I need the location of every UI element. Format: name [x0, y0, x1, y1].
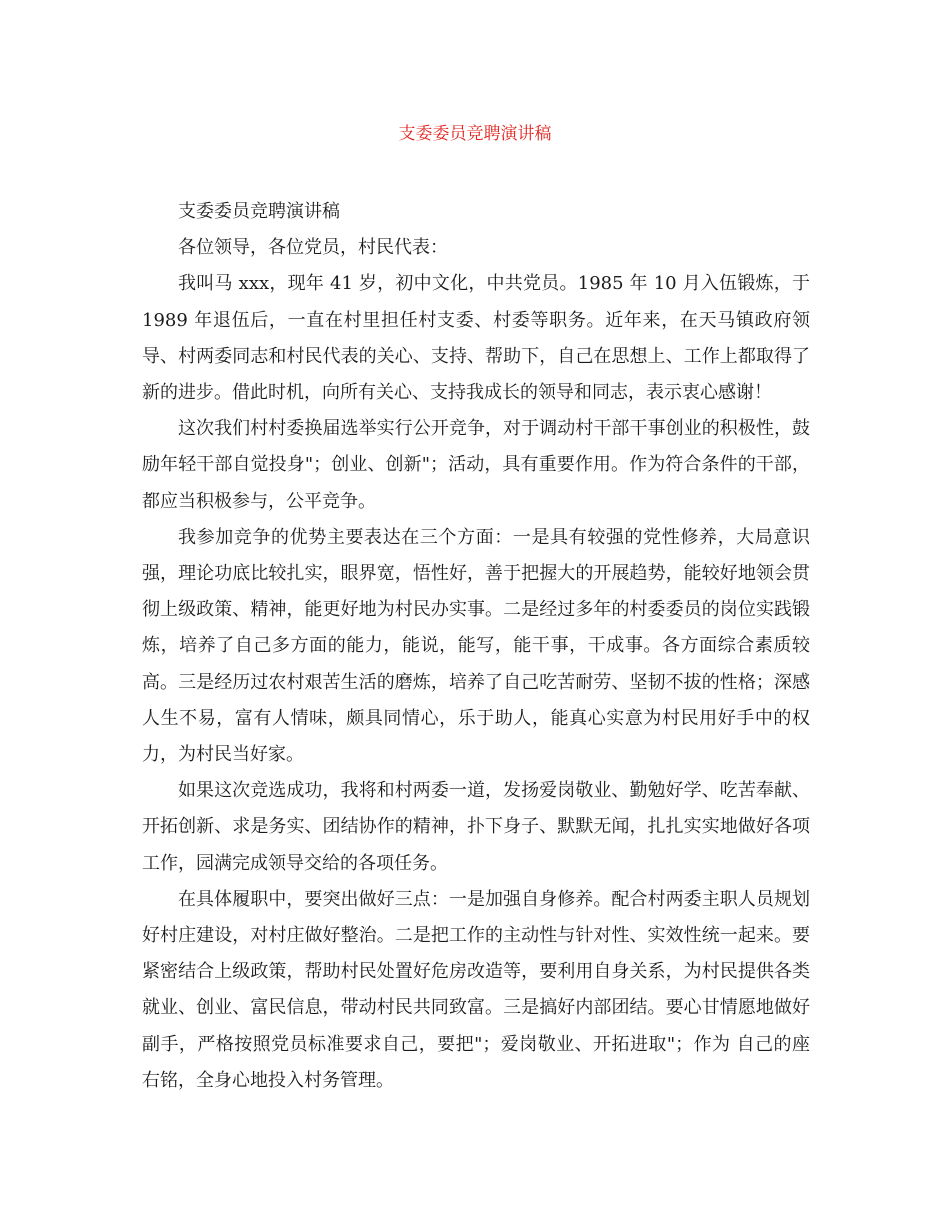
- paragraph-election-context: 这次我们村村委换届选举实行公开竞争，对于调动村干部干事创业的积极性，鼓励年轻干部自觉投身"；创业、创新"；活动，具有重要作用。作为符合条件的干部，都应当积极参与，公平竞争。: [142, 418, 810, 512]
- paragraph-subtitle: 支委委员竞聘演讲稿: [178, 201, 340, 222]
- paragraph-duties: 在具体履职中，要突出做好三点：一是加强自身修养。配合村两委主职人员规划好村庄建设，对村庄做好整治。二是把工作的主动性与针对性、实效性统一起来。要紧密结合上级政策，帮助村民处置好危房改造等，要利用自身关系，为村民提供各类就业、创业、富民信息，带动村民共同致富。三是搞好内部团结。要心甘情愿地做好副手，严格按照党员标准要求自己，要把"；爱岗敬业、开拓进取"；作为 自己的座右铭，全身心地投入村务管理。: [142, 888, 810, 1091]
- paragraph-salutation: 各位领导，各位党员，村民代表：: [178, 237, 448, 259]
- paragraph-introduction: 我叫马 xxx，现年 41 岁，初中文化，中共党员。1985 年 10 月入伍锻炼，于 1989 年退伍后，一直在村里担任村支委、村委等职务。近年来，在天马镇政府领导、村两委同志和村民代表的关心、支持、帮助下，自己在思想上、工作上都取得了新的进步。借此时机，向所有关心、支持我成长的领导和同志，表示衷心感谢！: [142, 273, 810, 404]
- document-title: 支委委员竞聘演讲稿: [398, 124, 552, 144]
- document-body: [142, 194, 810, 1099]
- paragraph-advantages: 我参加竞争的优势主要表达在三个方面：一是具有较强的党性修养，大局意识强，理论功底比较扎实，眼界宽，悟性好，善于把握大的开展趋势，能较好地领会贯彻上级政策、精神，能更好地为村民办实事。二是经过多年的村委委员的岗位实践锻炼，培养了自己多方面的能力，能说，能写，能干事，干成事。各方面综合素质较高。三是经历过农村艰苦生活的磨炼，培养了自己吃苦耐劳、坚韧不拔的性格；深感人生不易，富有人情味，颇具同情心，乐于助人，能真心实意为村民用好手中的权力，为村民当好家。: [142, 526, 810, 766]
- paragraph-commitment: 如果这次竞选成功，我将和村两委一道，发扬爱岗敬业、勤勉好学、吃苦奉献、开拓创新、求是务实、团结协作的精神，扑下身子、默默无闻，扎扎实实地做好各项工作，园满完成领导交给的各项任务。: [142, 780, 810, 874]
